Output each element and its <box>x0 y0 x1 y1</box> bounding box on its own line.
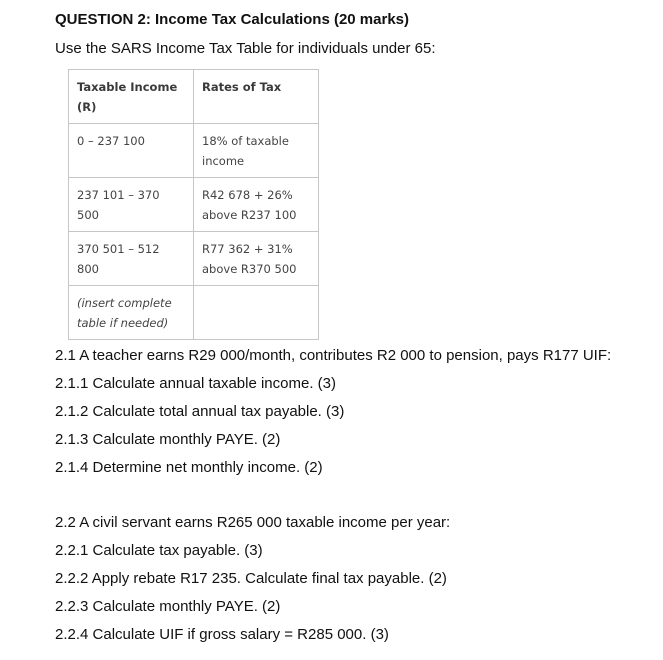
question-2-1-2: 2.1.2 Calculate total annual tax payable. (3) <box>55 403 345 420</box>
question-2-1-3: 2.1.3 Calculate monthly PAYE. (2) <box>55 431 281 448</box>
tax-rate-cell: R42 678 + 26% above R237 100 <box>194 178 319 232</box>
table-row <box>69 286 319 340</box>
tax-table <box>68 69 319 340</box>
table-row <box>69 232 319 286</box>
empty-rate-cell <box>194 286 319 340</box>
income-bracket-cell: 237 101 – 370 500 <box>69 178 194 232</box>
tax-rate-cell: 18% of taxable income <box>194 124 319 178</box>
question-2-2-1: 2.2.1 Calculate tax payable. (3) <box>55 542 263 559</box>
tax-rate-cell: R77 362 + 31% above R370 500 <box>194 232 319 286</box>
question-2-2-4: 2.2.4 Calculate UIF if gross salary = R285 000. (3) <box>55 626 389 643</box>
table-instruction: Use the SARS Income Tax Table for individuals under 65: <box>55 40 436 57</box>
income-bracket-cell: 0 – 237 100 <box>69 124 194 178</box>
question-2-2-stem: 2.2 A civil servant earns R265 000 taxable income per year: <box>55 514 451 531</box>
question-2-2-2: 2.2.2 Apply rebate R17 235. Calculate final tax payable. (2) <box>55 570 447 587</box>
question-2-1-4: 2.1.4 Determine net monthly income. (2) <box>55 459 323 476</box>
header-taxable-income: Taxable Income (R) <box>69 70 194 124</box>
question-2-1-stem: 2.1 A teacher earns R29 000/month, contributes R2 000 to pension, pays R177 UIF: <box>55 347 612 364</box>
table-row <box>69 178 319 232</box>
header-rates-of-tax: Rates of Tax <box>194 70 319 124</box>
table-note-cell: (insert complete table if needed) <box>69 286 194 340</box>
question-heading: QUESTION 2: Income Tax Calculations (20 marks) <box>55 11 409 28</box>
question-2-2-3: 2.2.3 Calculate monthly PAYE. (2) <box>55 598 281 615</box>
table-row <box>69 124 319 178</box>
table-header-row <box>69 70 319 124</box>
income-bracket-cell: 370 501 – 512 800 <box>69 232 194 286</box>
question-2-1-1: 2.1.1 Calculate annual taxable income. (3) <box>55 375 337 392</box>
